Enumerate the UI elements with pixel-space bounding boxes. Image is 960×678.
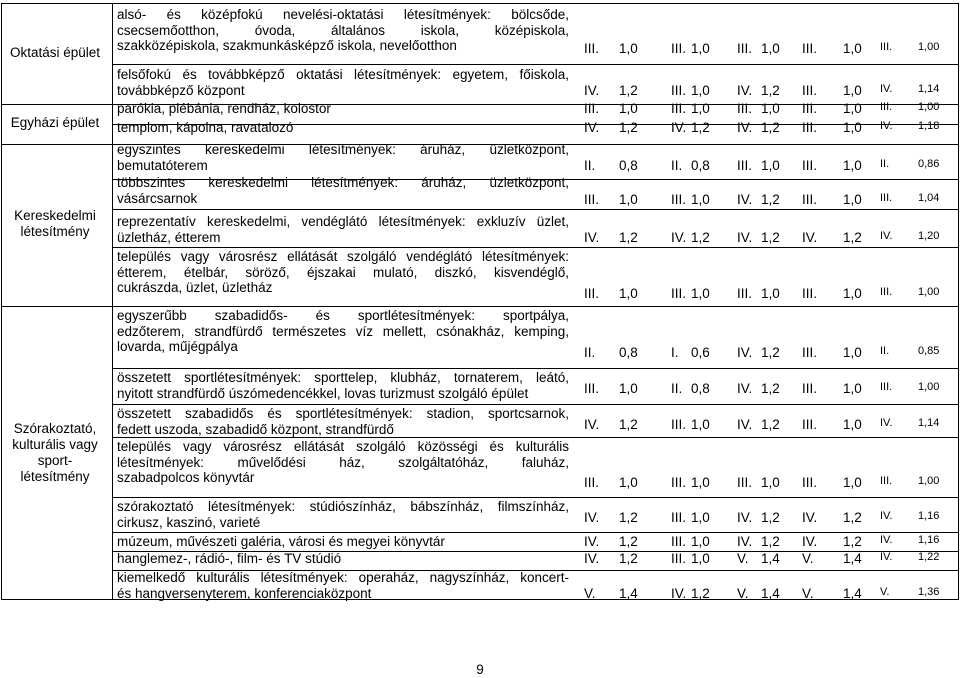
class-value: IV. <box>737 510 753 525</box>
factor-value: 1,0 <box>691 417 710 432</box>
factor-value: 1,18 <box>918 120 940 132</box>
class-value: III. <box>671 551 687 566</box>
factor-value: 1,20 <box>918 230 940 242</box>
class-value: IV. <box>671 230 687 245</box>
description-line: egyszerűbb szabadidős- és sportlétesítmények: sportpálya, <box>117 308 569 323</box>
row-description <box>117 499 569 530</box>
factor-value: 1,14 <box>918 83 940 95</box>
row-divider <box>112 368 958 369</box>
row-divider <box>112 437 958 438</box>
description-line: templom, kápolna, ravatalozó <box>117 120 294 135</box>
factor-value: 1,4 <box>761 551 780 566</box>
factor-value: 1,2 <box>843 534 862 549</box>
category-cell <box>0 3 110 103</box>
factor-value: 1,2 <box>619 83 638 98</box>
factor-value: 1,00 <box>918 475 940 487</box>
class-value: III. <box>880 101 893 113</box>
class-value: III. <box>802 41 818 56</box>
category-label: létesítmény <box>20 224 90 239</box>
description-line: továbbképző központ <box>117 82 245 98</box>
class-value: III. <box>584 192 600 207</box>
factor-value: 1,2 <box>619 230 638 245</box>
factor-value: 1,0 <box>843 83 862 98</box>
factor-value: 1,2 <box>761 83 780 98</box>
factor-value: 1,2 <box>619 510 638 525</box>
class-value: V. <box>802 551 814 566</box>
row-description <box>117 406 569 437</box>
description-line: összetett szabadidős és sportlétesítmények: stadion, sportcsarnok, <box>117 406 569 421</box>
factor-value: 1,00 <box>918 286 940 298</box>
factor-value: 1,2 <box>761 120 780 135</box>
description-line: alsó- és középfokú nevelési-oktatási létesítmények: bölcsőde, <box>117 7 569 22</box>
class-value: IV. <box>880 230 893 242</box>
description-line: település vagy városrész ellátását szolgáló vendéglátó létesítmények: <box>117 249 569 264</box>
class-value: III. <box>802 158 818 173</box>
factor-value: 1,2 <box>761 534 780 549</box>
factor-value: 1,0 <box>619 286 638 301</box>
factor-value: 1,0 <box>843 417 862 432</box>
class-value: III. <box>671 510 687 525</box>
class-value: II. <box>671 158 683 173</box>
row-description <box>117 439 569 486</box>
row-values <box>580 510 950 526</box>
class-value: IV. <box>584 120 600 135</box>
row-divider <box>112 497 958 498</box>
class-value: III. <box>737 101 753 116</box>
factor-value: 1,00 <box>918 101 940 113</box>
class-value: III. <box>671 475 687 490</box>
class-value: III. <box>671 83 687 98</box>
class-value: IV. <box>737 345 753 360</box>
class-value: III. <box>671 192 687 207</box>
row-values <box>580 475 950 491</box>
class-value: IV. <box>584 417 600 432</box>
class-value: II. <box>584 158 596 173</box>
class-value: III. <box>737 286 753 301</box>
row-values <box>580 345 950 361</box>
category-label: kulturális vagy <box>12 436 98 452</box>
description-line: létesítmények: művelődési ház, szolgáltatóház, faluház, <box>117 454 569 470</box>
row-values <box>580 192 950 208</box>
description-line: fedett uszoda, szabadidő központ, strandfürdő <box>117 421 394 437</box>
factor-value: 1,4 <box>843 551 862 566</box>
row-description <box>117 175 569 206</box>
factor-value: 1,16 <box>918 534 940 546</box>
class-value: III. <box>802 192 818 207</box>
factor-value: 1,0 <box>619 381 638 396</box>
factor-value: 1,0 <box>843 41 862 56</box>
description-line: vásárcsarnok <box>117 190 198 206</box>
class-value: IV. <box>737 83 753 98</box>
factor-value: 1,0 <box>691 101 710 116</box>
description-line: egyszintes kereskedelmi létesítmények: áruház, üzletközpont, <box>117 142 569 157</box>
class-value: IV. <box>584 230 600 245</box>
factor-value: 1,0 <box>761 475 780 490</box>
factor-value: 1,0 <box>843 475 862 490</box>
factor-value: 1,0 <box>619 101 638 116</box>
row-values <box>580 586 950 602</box>
row-description <box>117 7 569 54</box>
class-value: IV. <box>737 381 753 396</box>
row-values <box>580 551 950 567</box>
factor-value: 1,2 <box>761 417 780 432</box>
class-value: II. <box>671 381 683 396</box>
class-value: II. <box>880 158 890 170</box>
class-value: IV. <box>737 417 753 432</box>
category-label: létesítmény <box>20 468 90 484</box>
description-line: üzletház, étterem <box>117 229 221 245</box>
class-value: II. <box>880 345 890 357</box>
row-values <box>580 158 950 174</box>
factor-value: 1,0 <box>691 534 710 549</box>
class-value: V. <box>737 586 749 601</box>
class-value: I. <box>671 345 679 360</box>
row-description <box>117 67 569 98</box>
factor-value: 1,36 <box>918 586 940 598</box>
row-values <box>580 120 950 136</box>
factor-value: 1,0 <box>691 551 710 566</box>
row-description <box>117 142 569 173</box>
row-values <box>580 41 950 57</box>
description-line: nyitott strandfürdő úszómedencékkel, lovas turizmust szolgáló épület <box>117 385 529 401</box>
class-value: III. <box>737 158 753 173</box>
row-divider <box>112 64 958 65</box>
class-value: V. <box>584 586 596 601</box>
factor-value: 1,0 <box>619 41 638 56</box>
row-divider <box>112 532 958 533</box>
class-value: III. <box>880 475 893 487</box>
category-label: Szórakoztató, <box>13 420 97 436</box>
factor-value: 1,0 <box>761 286 780 301</box>
factor-value: 1,0 <box>843 345 862 360</box>
class-value: III. <box>737 41 753 56</box>
factor-value: 1,0 <box>691 41 710 56</box>
class-value: III. <box>671 417 687 432</box>
row-description <box>117 249 569 296</box>
category-label: sport- <box>37 452 73 468</box>
description-line: szabadpolcos könyvtár <box>117 470 255 485</box>
description-line: múzeum, művészeti galéria, városi és megyei könyvtár <box>117 534 445 549</box>
category-label: Egyházi épület <box>10 115 100 130</box>
factor-value: 1,0 <box>619 192 638 207</box>
class-value: V. <box>880 586 890 598</box>
factor-value: 1,0 <box>843 101 862 116</box>
row-divider <box>112 404 958 405</box>
class-value: II. <box>584 345 596 360</box>
class-value: IV. <box>880 417 893 429</box>
factor-value: 1,0 <box>691 510 710 525</box>
class-value: III. <box>802 286 818 301</box>
class-value: III. <box>880 192 893 204</box>
description-line: szórakoztató létesítmények: stúdiószínház, bábszínház, filmszínház, <box>117 499 569 514</box>
class-value: IV. <box>584 551 600 566</box>
class-value: IV. <box>737 192 753 207</box>
class-value: III. <box>671 41 687 56</box>
factor-value: 1,0 <box>843 192 862 207</box>
class-value: III. <box>802 101 818 116</box>
description-line: többszintes kereskedelmi létesítmények: áruház, üzletközpont, <box>117 175 569 190</box>
category-divider <box>2 306 958 307</box>
class-value: III. <box>880 286 893 298</box>
row-description <box>117 370 569 401</box>
row-values <box>580 286 950 302</box>
class-value: IV. <box>880 534 893 546</box>
class-value: IV. <box>880 510 893 522</box>
class-value: III. <box>802 475 818 490</box>
row-divider <box>112 209 958 210</box>
class-value: III. <box>802 83 818 98</box>
factor-value: 1,4 <box>843 586 862 601</box>
factor-value: 1,2 <box>619 534 638 549</box>
description-line: hanglemez-, rádió-, film- és TV stúdió <box>117 551 342 566</box>
row-values <box>580 381 950 397</box>
factor-value: 1,0 <box>691 83 710 98</box>
factor-value: 1,14 <box>918 417 940 429</box>
factor-value: 1,4 <box>619 586 638 601</box>
description-line: kiemelkedő kulturális létesítmények: operaház, nagyszínház, koncert- <box>117 570 569 585</box>
factor-value: 0,86 <box>918 158 940 170</box>
factor-value: 0,6 <box>691 345 710 360</box>
factor-value: 1,2 <box>691 120 710 135</box>
class-value: III. <box>584 381 600 396</box>
factor-value: 1,2 <box>843 510 862 525</box>
factor-value: 1,2 <box>691 586 710 601</box>
class-value: III. <box>802 381 818 396</box>
description-line: település vagy városrész ellátását szolgáló közösségi és kulturális <box>117 439 569 454</box>
class-value: V. <box>802 586 814 601</box>
description-line: edzőterem, strandfürdő természetes víz mellett, csónakház, kemping, <box>117 323 569 339</box>
factor-value: 1,2 <box>761 345 780 360</box>
row-description <box>117 308 569 355</box>
column-divider <box>112 4 113 599</box>
row-description <box>117 101 569 117</box>
factor-value: 1,0 <box>761 101 780 116</box>
factor-value: 1,2 <box>761 192 780 207</box>
class-value: IV. <box>880 551 893 563</box>
factor-value: 1,0 <box>691 192 710 207</box>
factor-value: 0,8 <box>691 381 710 396</box>
category-label: Kereskedelmi <box>14 208 96 223</box>
factor-value: 1,04 <box>918 192 940 204</box>
factor-value: 1,0 <box>761 158 780 173</box>
factor-value: 1,0 <box>843 381 862 396</box>
class-value: IV. <box>737 230 753 245</box>
class-value: III. <box>584 475 600 490</box>
row-description <box>117 551 569 567</box>
factor-value: 1,0 <box>691 286 710 301</box>
factor-value: 1,2 <box>619 551 638 566</box>
class-value: III. <box>802 345 818 360</box>
class-value: III. <box>671 101 687 116</box>
row-values <box>580 534 950 550</box>
description-line: felsőfokú és továbbképző oktatási létesítmények: egyetem, főiskola, <box>117 67 569 82</box>
description-line: parókia, plébánia, rendház, kolostor <box>117 101 331 116</box>
class-value: IV. <box>584 510 600 525</box>
class-value: III. <box>880 41 893 53</box>
class-value: III. <box>584 41 600 56</box>
class-value: III. <box>671 286 687 301</box>
class-value: III. <box>584 101 600 116</box>
class-value: V. <box>737 551 749 566</box>
class-value: IV. <box>880 120 893 132</box>
class-value: III. <box>802 120 818 135</box>
class-value: IV. <box>802 230 818 245</box>
category-label: Oktatási épület <box>9 45 101 60</box>
class-value: IV. <box>880 83 893 95</box>
factor-value: 0,8 <box>691 158 710 173</box>
class-value: IV. <box>802 510 818 525</box>
factor-value: 1,0 <box>843 120 862 135</box>
row-description <box>117 120 569 136</box>
factor-value: 0,8 <box>619 345 638 360</box>
factor-value: 1,0 <box>843 158 862 173</box>
row-description <box>117 570 569 601</box>
description-line: és hangversenyterem, konferenciaközpont <box>117 585 372 601</box>
row-values <box>580 83 950 99</box>
description-line: összetett sportlétesítmények: sporttelep, klubház, tornaterem, leátó, <box>117 370 569 385</box>
description-line: étterem, ételbár, söröző, éjszakai mulató, diszkó, kisvendéglő, <box>117 264 569 280</box>
category-cell <box>0 143 110 305</box>
factor-value: 0,8 <box>619 158 638 173</box>
class-value: IV. <box>584 83 600 98</box>
class-value: III. <box>737 475 753 490</box>
category-cell <box>0 103 110 143</box>
row-values <box>580 101 950 117</box>
description-line: cukrászda, üzlet, üzletház <box>117 280 273 295</box>
factor-value: 1,0 <box>843 286 862 301</box>
factor-value: 1,00 <box>918 41 940 53</box>
description-line: reprezentatív kereskedelmi, vendéglátó létesítmények: exkluzív üzlet, <box>117 214 569 229</box>
factor-value: 1,22 <box>918 551 940 563</box>
category-cell <box>0 305 110 600</box>
factor-value: 1,0 <box>619 475 638 490</box>
factor-value: 1,2 <box>843 230 862 245</box>
class-value: III. <box>584 286 600 301</box>
class-value: IV. <box>737 120 753 135</box>
class-value: III. <box>880 381 893 393</box>
class-value: IV. <box>671 586 687 601</box>
factor-value: 1,00 <box>918 381 940 393</box>
page-number: 9 <box>476 662 484 677</box>
description-line: csecsemőotthon, óvoda, általános iskola, középiskola, <box>117 22 569 38</box>
class-value: IV. <box>671 120 687 135</box>
factor-value: 1,16 <box>918 510 940 522</box>
description-line: bemutatóterem <box>117 157 208 173</box>
factor-value: 1,2 <box>619 120 638 135</box>
description-line: cirkusz, kaszinó, varieté <box>117 514 261 530</box>
row-divider <box>112 247 958 248</box>
row-values <box>580 230 950 246</box>
factor-value: 1,2 <box>761 510 780 525</box>
factor-value: 1,2 <box>761 230 780 245</box>
factor-value: 1,2 <box>619 417 638 432</box>
class-value: III. <box>802 417 818 432</box>
class-value: IV. <box>802 534 818 549</box>
description-line: szakközépiskola, szakmunkásképző iskola, nevelőotthon <box>117 38 457 53</box>
factor-value: 1,2 <box>761 381 780 396</box>
class-value: IV. <box>737 534 753 549</box>
description-line: lovarda, műjégpálya <box>117 339 238 354</box>
row-values <box>580 417 950 433</box>
row-description <box>117 214 569 245</box>
factor-value: 1,2 <box>691 230 710 245</box>
factor-value: 1,0 <box>761 41 780 56</box>
factor-value: 1,0 <box>691 475 710 490</box>
factor-value: 0,85 <box>918 345 940 357</box>
row-description <box>117 534 569 550</box>
class-value: III. <box>671 534 687 549</box>
class-value: IV. <box>584 534 600 549</box>
factor-value: 1,4 <box>761 586 780 601</box>
